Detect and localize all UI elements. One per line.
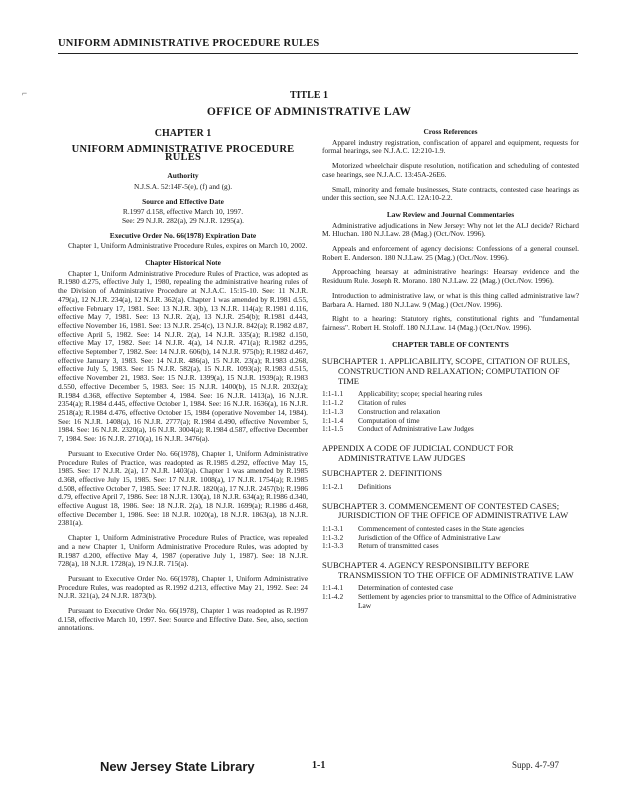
- chapter-number: CHAPTER 1: [154, 128, 212, 139]
- historical-note-paragraph: Pursuant to Executive Order No. 66(1978), Chapter 1 was readopted as R.1997 d.158, effective March 10, 1997. See: Source and Effective Date. See, also, section annotations.: [58, 606, 308, 633]
- authority-text: N.J.S.A. 52:14F-5(e), (f) and (g).: [133, 181, 233, 191]
- executive-order-text: Chapter 1, Uniform Administrative Procedure Rules, expires on March 10, 2002.: [68, 241, 308, 251]
- page-number: 1-1: [312, 760, 326, 771]
- toc-entry: 1:1-2.1 Definitions: [322, 481, 392, 491]
- subchapter-heading: SUBCHAPTER 2. DEFINITIONS: [322, 468, 443, 479]
- subchapter-heading: SUBCHAPTER 1. APPLICABILITY, SCOPE, CITATION OF RULES, CONSTRUCTION AND RELAXATION; COMPUTATION OF TIME: [322, 356, 570, 386]
- title-name: OFFICE OF ADMINISTRATIVE LAW: [206, 106, 412, 118]
- cross-reference-paragraph: Motorized wheelchair dispute resolution, notification and scheduling of contested case hearings, see N.J.A.C. 13:45A-26E6.: [322, 161, 579, 179]
- toc-entry: 1:1-1.5 Conduct of Administrative Law Judges: [322, 424, 474, 434]
- executive-order-heading: Executive Order No. 66(1978) Expiration Date: [109, 230, 257, 240]
- historical-note-paragraph: Chapter 1, Uniform Administrative Procedure Rules of Practice, was adopted as R.1980 d.275, effective July 1, 1980, repealing the administrative hearing rules of the Division of Administrative Procedure at N.J.A.C. 15:15-10. See: 11 N.J.R. 479(a), 12 N.J.R. 234(a), 12 N.J.R. 362(a). Chapter 1 was amended by R.1981 d.55, effective February 17, 1981. See: 13 N.J.R. 3(b), 13 N.J.R. 114(a); R.1981 d.116, effective May 7, 1981. See: 13 N.J.R. 2(a), 13 N.J.R. 254(b); R.1981 d.443, effective November 16, 1981. See: 13 N.J.R. 254(c), 13 N.J.R. 842(a); R.1982 d.87, effective April 5, 1982. See: 14 N.J.R. 2(a), 14 N.J.R. 335(a); R.1982 d.150, effective May 17, 1982. See: 14 N.J.R. 4(a), 14 N.J.R. 471(a); R.1982 d.295, effective September 7, 1982. See: 14 N.J.R. 606(b), 14 N.J.R. 975(b); R.1982 d.467, effective January 3, 1983. See: 14 N.J.R. 486(a), 15 N.J.R. 23(a); R.1983 d.268, effective July 5, 1983. See: 15 N.J.R. 582(a), 15 N.J.R. 1093(a); R.1983 d.515, effective November 21, 1983. See: 15 N.J.R. 1399(a), 15 N.J.R. 1939(a); R.1983 d.550, effective December 5, 1983. See: 15 N.J.R. 1400(b), 15 N.J.R. 2032(a); R.1984 d.368, effective September 4, 1984. See: 16 N.J.R. 1413(a), 16 N.J.R. 2354(a); R.1984 d.445, effective October 1, 1984. See: 16 N.J.R. 1636(a), 16 N.J.R. 2518(a); R.1984 d.476, effective October 15, 1984 (operative November 14, 1984). See: 16 N.J.R. 1408(a), 16 N.J.R. 2777(a); R.1984 d.490, effective November 5, 1984. See: 16 N.J.R. 2320(a), 16 N.J.R. 3004(a); R.1984 d.587, effective December 7, 1984. See: 16 N.J.R. 2710(a), 16 N.J.R. 3476(a).: [58, 268, 308, 444]
- toc-entry: 1:1-3.2 Jurisdiction of the Office of Administrative Law: [322, 532, 501, 542]
- toc-entry: 1:1-1.3 Construction and relaxation: [322, 406, 441, 416]
- toc-entry: 1:1-3.3 Return of transmitted cases: [322, 541, 439, 551]
- cross-reference-paragraph: Apparel industry registration, confiscation of apparel and equipment, requests for formal hearings, see N.J.A.C. 12:210-1.9.: [322, 137, 579, 156]
- authority-heading: Authority: [167, 171, 199, 181]
- subchapter-heading: SUBCHAPTER 3. COMMENCEMENT OF CONTESTED CASES; JURISDICTION OF THE OFFICE OF ADMINISTRATIVE LAW: [322, 500, 569, 521]
- historical-note-heading: Chapter Historical Note: [145, 258, 221, 268]
- subchapter-1-entries: [322, 390, 579, 434]
- law-review-paragraph: Appeals and enforcement of agency decisions: Confessions of a general counsel. Robert E. Anderson. 180 N.J.Law. 25 (Mag.) (Oct./Nov. 1996).: [322, 244, 579, 262]
- law-review-heading: Law Review and Journal Commentaries: [386, 209, 515, 219]
- source-heading: Source and Effective Date: [142, 196, 224, 206]
- law-review-paragraph: Approaching hearsay at administrative hearings: Hearsay evidence and the Residuum Rule. Joseph R. Morano. 180 N.J.Law. 22 (Mag.) (Oct./Nov. 1996).: [322, 267, 579, 286]
- historical-note-paragraph: Chapter 1, Uniform Administrative Procedure Rules of Practice, was repealed and a new Chapter 1, Uniform Administrative Procedure Rules, was adopted by R.1987 d.200, effective May 4, 1987 (operative July 1, 1987). See: 18 N.J.R. 728(a), 18 N.J.R. 1728(a), 19 N.J.R. 715(a).: [58, 533, 308, 569]
- toc-entry: 1:1-1.2 Citation of rules: [322, 397, 407, 407]
- toc-entry: 1:1-3.1 Commencement of contested cases in the State agencies: [322, 523, 525, 533]
- toc-entry: 1:1-4.2 Settlement by agencies prior to transmittal to the Office of Administrative Law: [322, 592, 577, 611]
- historical-note-paragraph: Pursuant to Executive Order No. 66(1978), Chapter 1, Uniform Administrative Procedure Rules of Practice, was readopted as R.1985 d.292, effective May 15, 1985. See: 17 N.J.R. 2(a), 17 N.J.R. 1403(a). Chapter 1 was amended by R.1985 d.368, effective July 15, 1985. See: 17 N.J.R. 1008(a), 17 N.J.R. 1754(a); R.1985 d.508, effective October 7, 1985. See: 17 N.J.R. 1820(a), 17 N.J.R. 2457(b); R.1986 d.79, effective April 7, 1986. See: 18 N.J.R. 130(a), 18 N.J.R. 634(a); R.1986 d.340, effective August 18, 1986. See: 18 N.J.R. 2(a), 18 N.J.R. 1699(a); R.1986 d.468, effective December 1, 1986. See: 18 N.J.R. 1020(a), 18 N.J.R. 1863(a), 18 N.J.R. 2381(a).: [58, 448, 308, 528]
- law-review-paragraph: Right to a hearing: Statutory rights, constitutional rights and "fundamental fairness". Robert H. Stoloff. 180 N.J.Law. 14 (Mag.) (Oct./Nov. 1996).: [322, 314, 579, 332]
- right-column: [322, 128, 579, 611]
- historical-note-paragraph: Pursuant to Executive Order No. 66(1978), Chapter 1, Uniform Administrative Procedure Rules, was readopted as R.1992 d.213, effective May 21, 1992. See: 24 N.J.R. 321(a), 24 N.J.R. 1873(b).: [58, 573, 308, 601]
- header-rule: [58, 53, 578, 54]
- source-line: R.1997 d.158, effective March 10, 1997.: [122, 207, 244, 217]
- cross-references-heading: Cross References: [423, 127, 478, 136]
- cross-reference-paragraph: Small, minority and female businesses, State contracts, contested case hearings as under this section, see N.J.A.C. 12A:10-2.2.: [322, 184, 579, 203]
- source-line: See: 29 N.J.R. 282(a), 29 N.J.R. 1295(a).: [122, 215, 244, 225]
- law-review-paragraph: Introduction to administrative law, or what is this thing called administrative law? Barbara A. Harned. 180 N.J.Law. 9 (Mag.) (Oct./Nov. 1996).: [322, 290, 579, 309]
- library-stamp: New Jersey State Library: [100, 759, 255, 774]
- subchapter-heading: SUBCHAPTER 4. AGENCY RESPONSIBILITY BEFORE TRANSMISSION TO THE OFFICE OF ADMINISTRATIVE LAW: [322, 560, 574, 580]
- toc-entry: 1:1-4.1 Determination of contested case: [322, 583, 454, 593]
- table-of-contents-heading: CHAPTER TABLE OF CONTENTS: [392, 339, 509, 349]
- law-review-paragraph: Administrative adjudications in New Jersey: Why not let the ALJ decide? Richard M. Hluchan. 180 N.J.Law. 28 (Mag.) (Oct./Nov. 1996).: [322, 220, 579, 239]
- supplement-date: Supp. 4-7-97: [512, 760, 559, 770]
- left-column: [58, 128, 308, 639]
- chapter-name: UNIFORM ADMINISTRATIVE PROCEDURE RULES: [71, 143, 295, 164]
- title-number: TITLE 1: [289, 90, 329, 101]
- appendix-heading: APPENDIX A CODE OF JUDICIAL CONDUCT FOR ADMINISTRATIVE LAW JUDGES: [322, 443, 514, 463]
- toc-entry: 1:1-1.1 Applicability; scope; special hearing rules: [322, 389, 483, 399]
- running-head: UNIFORM ADMINISTRATIVE PROCEDURE RULES: [58, 38, 320, 49]
- toc-entry: 1:1-1.4 Computation of time: [322, 415, 420, 425]
- margin-scribble: ⌐: [22, 88, 28, 98]
